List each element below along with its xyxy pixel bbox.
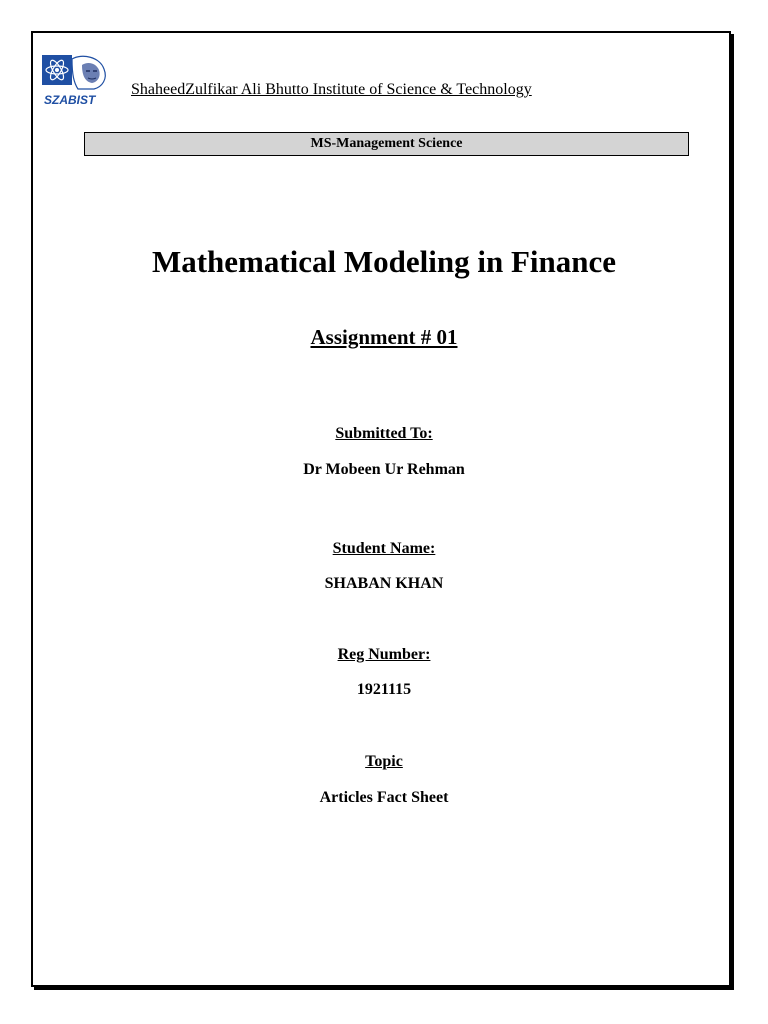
assignment-number: Assignment # 01: [310, 325, 458, 349]
document-title: Mathematical Modeling in Finance: [151, 244, 617, 279]
submitted-to-value: Dr Mobeen Ur Rehman: [303, 461, 465, 478]
logo-text: SZABIST: [44, 93, 96, 107]
page-frame: [31, 31, 731, 987]
institute-name: ShaheedZulfikar Ali Bhutto Institute of Science & Technology: [131, 81, 532, 98]
topic-value: Articles Fact Sheet: [319, 789, 449, 806]
program-bar: MS-Management Science: [84, 132, 689, 156]
reg-number-label: Reg Number:: [337, 646, 431, 663]
submitted-to-label: Submitted To:: [335, 425, 433, 442]
student-name-label: Student Name:: [332, 540, 436, 557]
reg-number-value: 1921115: [356, 681, 412, 698]
student-name-value: SHABAN KHAN: [324, 575, 444, 592]
topic-label: Topic: [365, 753, 403, 770]
szabist-logo: [42, 55, 112, 111]
